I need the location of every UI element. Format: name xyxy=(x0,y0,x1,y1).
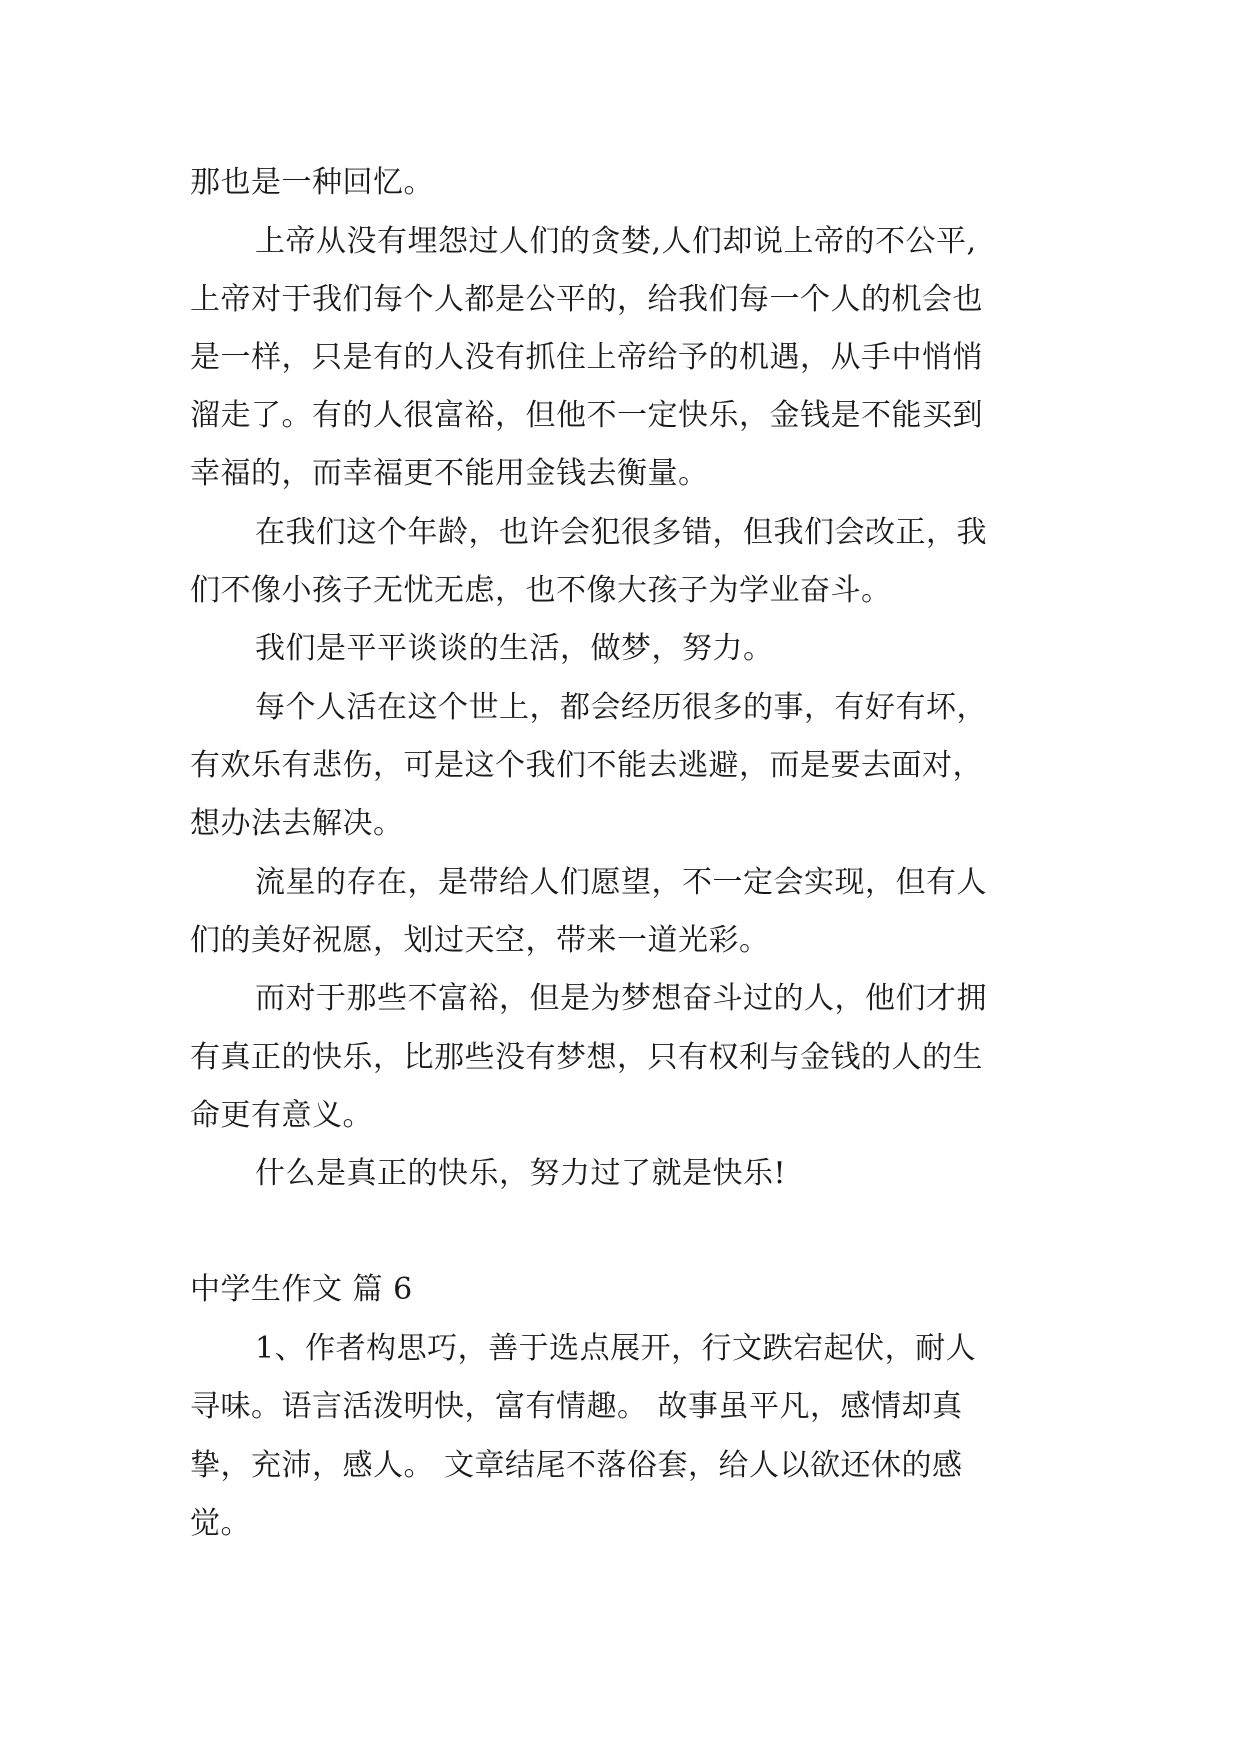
text-line: 上帝从没有埋怨过人们的贪婪,人们却说上帝的不公平, xyxy=(255,224,977,259)
text-line: 们的美好祝愿，划过天空，带来一道光彩。 xyxy=(190,923,770,958)
text-line: 我们是平平谈谈的生活，做梦，努力。 xyxy=(255,631,774,666)
text-line: 是一样，只是有的人没有抓住上帝给予的机遇，从手中悄悄 xyxy=(190,340,983,375)
text-line: 流星的存在，是带给人们愿望，不一定会实现，但有人 xyxy=(255,865,987,900)
text-line: 上帝对于我们每个人都是公平的，给我们每一个人的机会也 xyxy=(190,282,983,317)
text-line: 命更有意义。 xyxy=(190,1098,373,1133)
text-line: 什么是真正的快乐，努力过了就是快乐! xyxy=(255,1156,787,1191)
text-line: 溜走了。有的人很富裕，但他不一定快乐，金钱是不能买到 xyxy=(190,398,983,433)
text-line: 幸福的，而幸福更不能用金钱去衡量。 xyxy=(190,456,709,491)
text-line: 每个人活在这个世上，都会经历很多的事，有好有坏， xyxy=(255,690,987,725)
text-line: 想办法去解决。 xyxy=(190,806,404,841)
text-line: 在我们这个年龄，也许会犯很多错，但我们会改正，我 xyxy=(255,515,987,550)
text-line: 而对于那些不富裕，但是为梦想奋斗过的人，他们才拥 xyxy=(255,981,987,1016)
text-line: 们不像小孩子无忧无虑，也不像大孩子为学业奋斗。 xyxy=(190,573,892,608)
text-line: 寻味。语言活泼明快，富有情趣。 故事虽平凡，感情却真 xyxy=(190,1389,963,1424)
text-line: 觉。 xyxy=(190,1506,251,1541)
section-heading: 中学生作文 篇 6 xyxy=(190,1272,413,1307)
text-line: 有欢乐有悲伤，可是这个我们不能去逃避，而是要去面对， xyxy=(190,748,983,783)
text-line: 1、作者构思巧，善于选点展开，行文跌宕起伏，耐人 xyxy=(255,1331,977,1366)
text-line: 有真正的快乐，比那些没有梦想，只有权利与金钱的人的生 xyxy=(190,1040,983,1075)
text-line: 那也是一种回忆。 xyxy=(190,165,434,200)
text-line: 挚，充沛，感人。 文章结尾不落俗套，给人以欲还休的感 xyxy=(190,1448,963,1483)
